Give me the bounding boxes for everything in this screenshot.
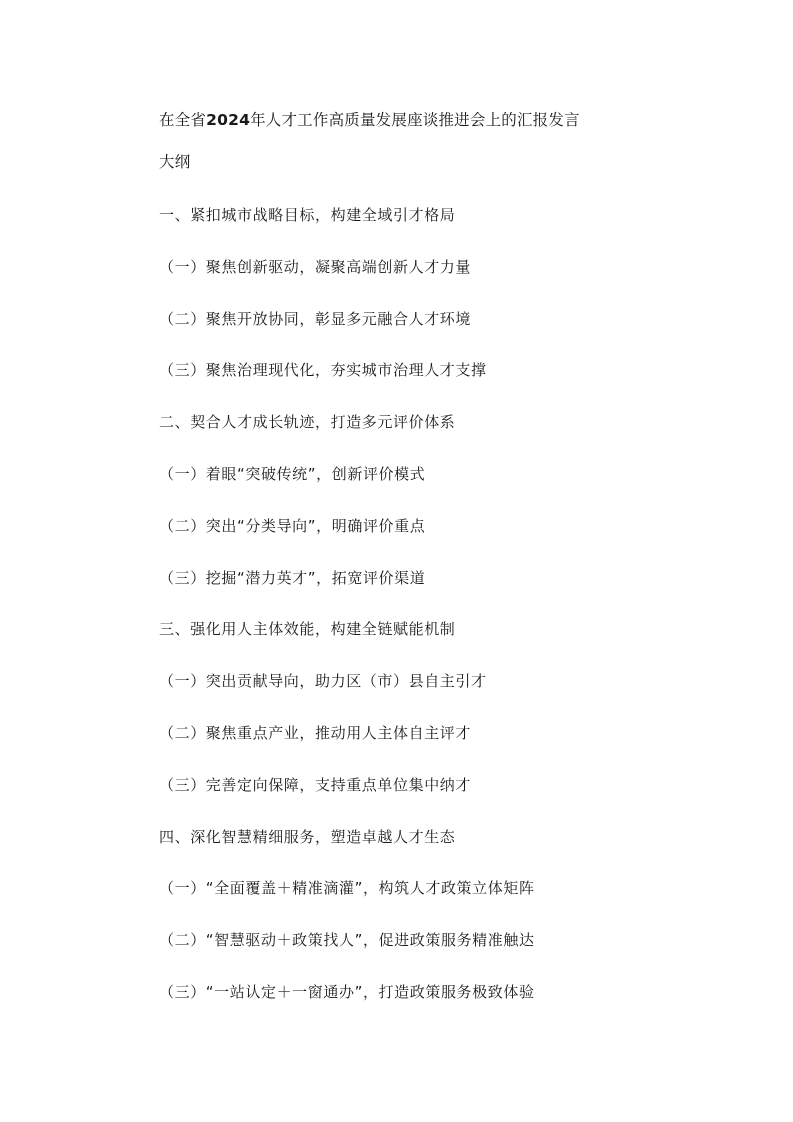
title-suffix: 年人才工作高质量发展座谈推进会上的汇报发言 (250, 111, 580, 129)
title-line-2: 大纲 (159, 153, 191, 171)
document-body (159, 99, 649, 1019)
section-heading-1: 一、紧扣城市战略目标，构建全域引才格局 (159, 206, 456, 224)
subsection-item: （一）“全面覆盖＋精准滴灌”，构筑人才政策立体矩阵 (159, 879, 535, 898)
subsection-item: （一）聚焦创新驱动，凝聚高端创新人才力量 (159, 257, 472, 276)
subsection-item: （一）着眼“突破传统”，创新评价模式 (159, 464, 426, 483)
section-heading-4: 四、深化智慧精细服务，塑造卓越人才生态 (159, 827, 456, 846)
title-line-1 (159, 99, 649, 141)
subsection-item: （二）聚焦开放协同，彰显多元融合人才环境 (159, 309, 472, 328)
subsection-item: （三）聚焦治理现代化，夯实城市治理人才支撑 (159, 361, 487, 380)
subsection-item: （三）“一站认定＋一窗通办”，打造政策服务极致体验 (159, 982, 535, 1001)
subsection-item: （二）聚焦重点产业，推动用人主体自主评才 (159, 723, 472, 742)
subsection-item: （三）完善定向保障，支持重点单位集中纳才 (159, 775, 472, 794)
subsection-item: （二）“智慧驱动＋政策找人”，促进政策服务精准触达 (159, 931, 535, 950)
section-heading-3: 三、强化用人主体效能，构建全链赋能机制 (159, 620, 456, 639)
title-year: 2024 (206, 111, 251, 129)
section-heading-2: 二、契合人才成长轨迹，打造多元评价体系 (159, 413, 456, 432)
subsection-item: （二）突出“分类导向”，明确评价重点 (159, 516, 426, 535)
title-prefix: 在全省 (159, 111, 207, 129)
subsection-item: （一）突出贡献导向，助力区（市）县自主引才 (159, 672, 487, 691)
subsection-item: （三）挖掘“潜力英才”，拓宽评价渠道 (159, 568, 426, 587)
document-title (159, 99, 649, 183)
